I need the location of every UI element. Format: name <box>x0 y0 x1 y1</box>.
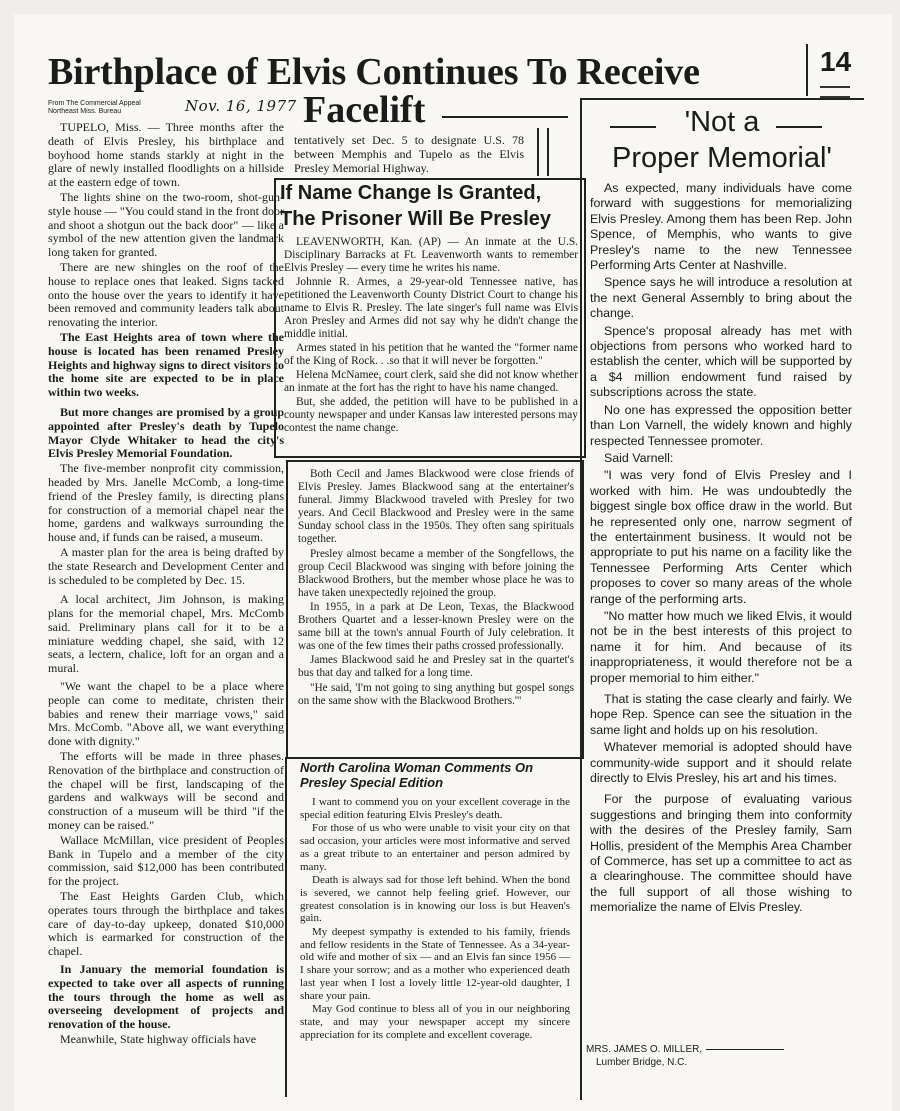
article-paragraph: The East Heights area of town where the house is located has been renamed Presley Heights and highway signs to direct visitors to the home site are expected to be in place within two weeks. <box>48 329 284 400</box>
sidebar-paragraph: Helena McNamee, court clerk, said she did not know whether an inmate at the fort has the right to have his name changed. <box>284 369 578 394</box>
letter-paragraph: For those of us who were unable to visit your city on that sad occasion, your articles were most informative and served as a great tribute to an entertainer and person admired by many. <box>300 822 570 873</box>
letter-paragraph: I want to commend you on your excellent coverage in the special edition featuring Elvis Presley's death. <box>300 796 570 821</box>
headline: Birthplace of Elvis Continues To Receive <box>48 51 700 93</box>
editorial-title-line-2: Proper Memorial' <box>612 142 832 174</box>
letter-paragraph: Death is always sad for those left behind. When the bond is severed, we cannot help feeling grief. However, our greatest consolation is in knowing our loss is but Heaven's gain. <box>300 874 570 925</box>
editorial-paragraph: Whatever memorial is adopted should have community-wide support and it should relate directly to Elvis Presley, his art and his times. <box>590 740 852 786</box>
letter-signature <box>586 1043 846 1069</box>
headline-rule <box>442 116 568 118</box>
sidebar-name-change <box>274 178 586 458</box>
article-paragraph: In January the memorial foundation is expected to take over all aspects of running the tours through the home as well as overseeing development of projects and renovation of the house. <box>48 962 284 1032</box>
sidebar-paragraph: In 1955, in a park at De Leon, Texas, the Blackwood Brothers Quartet and a lesser-known Presley were on the same bill at the town's annual Fourth of July celebration. It was one of the few times their paths crossed professionally. <box>298 600 574 653</box>
sidebar-body <box>284 236 578 436</box>
letter-paragraph: May God continue to bless all of you in our neighboring state, and may your newspaper accept my sincere appreciation for its complete and excellent coverage. <box>300 1003 570 1041</box>
article-paragraph: TUPELO, Miss. — Three months after the death of Elvis Presley, his birthplace and boyhood home stands starkly at night in the glare of newly installed floodlights on a hillside at the eastern edge of town. <box>48 120 284 190</box>
editorial-paragraph: "I was very fond of Elvis Presley and I worked with him. He was undoubtedly the biggest single box office draw in the world. But he represented only one, narrow segment of the entertainment business. It would not be appropriate to put his name on a facility like the Tennessee Performing Arts Center which proposes to cover so many areas of the whole range of the performing arts. <box>590 468 852 606</box>
editorial-paragraph: As expected, many individuals have come forward with suggestions for memorializing Elvis Presley. Among them has been Rep. John Spence, of Memphis, who wants to give Presley's name to the new Tennessee Performing Arts Center at Nashville. <box>590 181 852 273</box>
article-paragraph: The five-member nonprofit city commission, headed by Mrs. Janelle McComb, a long-time friend of the Presley family, is directing plans for construction of a memorial chapel near the home, gardens and walkways surrounding the house and, if funds can be raised, a museum. <box>48 461 284 545</box>
letter-body <box>300 796 570 1042</box>
article-paragraph: The efforts will be made in three phases. Renovation of the birthplace and construction of the chapel will be first, landscaping of the gardens and walkways will be second and construction of a museum will be third "if the money can be raised." <box>48 749 284 833</box>
sidebar-paragraph: Both Cecil and James Blackwood were close friends of Elvis Presley. James Blackwood sang at the entertainer's funeral. Jimmy Blackwood traveled with Presley for two years. And Cecil Blackwood and Presley were in the same Sunday school class in the 1950s. They often sang spirituals together. <box>298 468 574 546</box>
letter-title: North Carolina Woman Comments On Presley Special Edition <box>300 760 534 790</box>
article-paragraph: The East Heights Garden Club, which operates tours through the birthplace and takes care of day-to-day upkeep, donated $10,000 which is earmarked for construction of the chapel. <box>48 889 284 959</box>
signature-place: Lumber Bridge, N.C. <box>596 1057 688 1068</box>
sidebar-title: If Name Change Is Granted, The Prisoner Will Be Presley <box>280 182 552 230</box>
source-credit <box>48 100 188 116</box>
article-paragraph: There are new shingles on the roof of the house to replace ones that leaked. Signs tacked onto the house over the years to identify it have been removed and community leaders talk about renovating the interior. <box>48 259 284 330</box>
sidebar-paragraph: LEAVENWORTH, Kan. (AP) — An inmate at the U.S. Disciplinary Barracks at Ft. Leavenworth wants to remember Elvis Presley — every time he writes his name. <box>284 236 578 274</box>
article-paragraph: Wallace McMillan, vice president of Peoples Bank in Tupelo and a member of the city commission, said $12,000 has been contributed for the project. <box>48 832 284 889</box>
page-number: 14 <box>820 46 852 77</box>
editorial-title <box>590 104 854 176</box>
letter-left-rule <box>285 757 287 1097</box>
sidebar-paragraph: Armes stated in his petition that he wanted the "former name of the King of Rock. . .so that it will never be forgotten." <box>284 342 578 367</box>
editorial-paragraph: That is stating the case clearly and fairly. We hope Rep. Spence can see the situation in the same light and holds up on his resolution. <box>590 692 852 737</box>
letter-paragraph: My deepest sympathy is extended to his family, friends and fellow residents in the State of Tennessee. As a 34-year-old wife and mother of six — and an Elvis fan since 1956 — I share your sorrow; and as a mother who experienced death last year when I lost a lovely little 12-year-old daughter, I share your pain. <box>300 926 570 1002</box>
sidebar-paragraph: Presley almost became a member of the Songfellows, the group Cecil Blackwood was singing with before joining the Blackwood Brothers, but the member whose place he was to have taken unexpectedly rejoined the group. <box>298 547 574 599</box>
editorial-paragraph: "No matter how much we liked Elvis, it would not be in the best interests of this project to name it for him. And because of its inappropriateness, it would therefore not be a proper memorial to him either." <box>590 608 852 685</box>
sidebar-body <box>298 468 574 709</box>
editorial-body <box>590 181 852 918</box>
sidebar-blackwood <box>286 460 584 759</box>
editorial-paragraph: No one has expressed the opposition better than Lon Varnell, the widely known and highly respected Tennessee promoter. <box>590 402 852 448</box>
headline-line-2: Facelift <box>303 89 426 131</box>
letter-top-rule <box>285 757 582 759</box>
handwritten-date: Nov. 16, 1977 <box>185 97 297 115</box>
sidebar-paragraph: Johnnie R. Armes, a 29-year-old Tennessee native, has petitioned the Leavenworth County District Court to change his name to Elvis R. Presley. The late singer's full name was Elvis Aron Presley and Armes did not say why he didn't change the middle initial. <box>284 276 578 340</box>
article-paragraph: A master plan for the area is being drafted by the state Research and Development Center and is scheduled to be completed by Dec. 15. <box>48 544 284 587</box>
sidebar-paragraph: But, she added, the petition will have to be published in a county newspaper and under Kansas law interested persons may contest the name change. <box>284 396 578 434</box>
article-paragraph: A local architect, Jim Johnson, is making plans for the memorial chapel, Mrs. McComb said. Preliminary plans call for it to be a miniature wedding chapel, she said, with 12 seats, a lectern, chalice, loft for an organ and a mural. <box>48 592 284 676</box>
main-article-column <box>48 121 284 1048</box>
article-paragraph: Meanwhile, State highway officials have <box>60 1032 257 1046</box>
sidebar-paragraph: "He said, 'I'm not going to sing anything but gospel songs on the same show with the Blackwood Brothers.'" <box>298 681 574 707</box>
article-paragraph: "We want the chapel to be a place where people can come to meditate, christen their babies and renew their marriage vows," said Mrs. McComb. "Above all, we want everything done with dignity." <box>48 679 284 749</box>
editorial-title-line-1: 'Not a <box>684 106 760 138</box>
page-number-rule <box>820 86 850 98</box>
article-paragraph: tentatively set Dec. 5 to designate U.S. 78 between Memphis and Tupelo as the Elvis Presley Memorial Highway. <box>294 133 524 175</box>
editorial-paragraph: Said Varnell: <box>604 450 674 465</box>
editorial-paragraph: Spence's proposal already has met with objections from persons who worked hard to establish the center, which will be supported by a $4 million endowment fund raised by subscriptions across the state. <box>590 323 852 400</box>
sidebar-paragraph: James Blackwood said he and Presley sat in the quartet's bus that day and talked for a long time. <box>298 654 574 680</box>
separator-bars <box>533 128 557 176</box>
signature-name: MRS. JAMES O. MILLER, <box>586 1044 703 1055</box>
article-paragraph: But more changes are promised by a group appointed after Presley's death by Tupelo Mayor Clyde Whitaker to head the city's Elvis Presley Memorial Foundation. <box>48 404 284 461</box>
article-paragraph: The lights shine on the two-room, shot-gun-style house — "You could stand in the front door and shoot a shotgun out the back door" — like a symbol of the new attention given the landmark long taken for granted. <box>48 189 284 260</box>
source-text: From The Commercial Appeal Northeast Miss. Bureau <box>48 100 141 115</box>
editorial-paragraph: Spence says he will introduce a resolution at the next General Assembly to bring about the change. <box>590 275 852 321</box>
signature-line <box>706 1049 784 1050</box>
editorial-paragraph: For the purpose of evaluating various suggestions and bringing them into conformity with the desires of the Presley family, Sam Hollis, president of the Memphis Area Chamber of Commerce, has set up a committee to act as a clearinghouse. The committee should have the full support of all those wishing to memorialize the name of Elvis Presley. <box>590 792 852 915</box>
article-continuation <box>294 134 524 176</box>
